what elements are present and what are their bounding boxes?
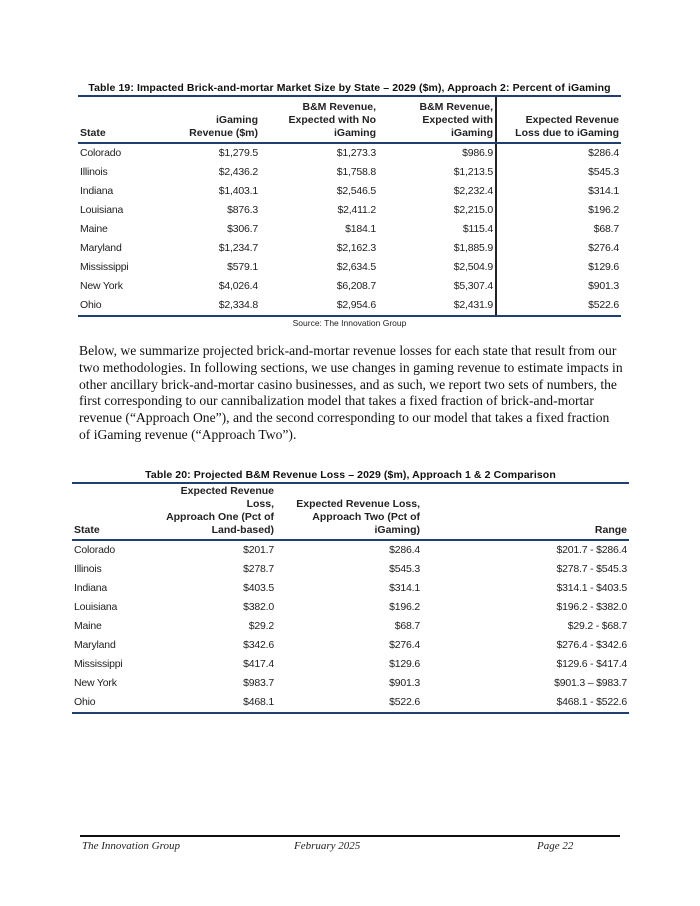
cell-state: Indiana [80, 185, 114, 197]
cell-approach-two: $276.4 [389, 639, 420, 651]
cell-range: $129.6 - $417.4 [556, 658, 627, 670]
header-approach-two: Expected Revenue Loss, Approach Two (Pct of iGaming) [276, 484, 422, 540]
cell-state: Louisiana [74, 601, 118, 613]
table-row [78, 220, 621, 239]
table-row [72, 655, 629, 674]
cell-state: Colorado [74, 544, 116, 556]
cell-loss: $68.7 [593, 223, 619, 235]
cell-loss: $196.2 [588, 204, 619, 216]
cell-loss: $286.4 [588, 147, 619, 159]
cell-bm-with-igaming: $986.9 [378, 143, 496, 163]
cell-loss: $901.3 [588, 280, 619, 292]
cell-bm-with-igaming: $1,213.5 [378, 163, 496, 182]
table-row [72, 674, 629, 693]
table-20-caption: Table 20: Projected B&M Revenue Loss – 2029 ($m), Approach 1 & 2 Comparison [145, 469, 556, 481]
cell-igaming: $1,403.1 [218, 185, 258, 197]
table-row [72, 636, 629, 655]
table-row [78, 143, 621, 163]
cell-state: Maryland [74, 639, 116, 651]
cell-approach-one: $342.6 [243, 639, 274, 651]
cell-igaming: $579.1 [227, 261, 258, 273]
cell-range: $278.7 - $545.3 [556, 563, 627, 575]
cell-bm-with-igaming: $5,307.4 [378, 277, 496, 296]
table-row [72, 598, 629, 617]
cell-approach-one: $278.7 [243, 563, 274, 575]
cell-state: Maryland [80, 242, 122, 254]
cell-loss: $545.3 [588, 166, 619, 178]
footer-date: February 2025 [294, 840, 361, 852]
header-igaming-revenue: iGaming Revenue ($m) [156, 97, 260, 143]
table-row [78, 277, 621, 296]
cell-approach-two: $901.3 [389, 677, 420, 689]
cell-bm-no-igaming: $2,634.5 [336, 261, 376, 273]
cell-bm-no-igaming: $1,758.8 [336, 166, 376, 178]
cell-loss: $314.1 [588, 185, 619, 197]
cell-approach-one: $403.5 [243, 582, 274, 594]
header-approach-one: Expected Revenue Loss, Approach One (Pct of Land-based) [154, 484, 276, 540]
table-row [72, 540, 629, 560]
cell-state: New York [80, 280, 123, 292]
cell-range: $901.3 – $983.7 [554, 677, 627, 689]
cell-approach-two: $68.7 [394, 620, 420, 632]
table-19-caption: Table 19: Impacted Brick-and-mortar Market Size by State – 2029 ($m), Approach 2: Percent of iGaming [88, 82, 611, 94]
cell-approach-one: $201.7 [243, 544, 274, 556]
table-row [72, 617, 629, 636]
header-expected-loss: Expected Revenue Loss due to iGaming [496, 97, 621, 143]
cell-igaming: $876.3 [227, 204, 258, 216]
cell-range: $201.7 - $286.4 [556, 544, 627, 556]
cell-state: Maine [74, 620, 102, 632]
table-19-source: Source: The Innovation Group [292, 318, 407, 328]
cell-approach-two: $314.1 [389, 582, 420, 594]
footer-page-number: Page 22 [537, 840, 574, 852]
table-19 [78, 82, 621, 328]
cell-bm-no-igaming: $2,411.2 [337, 204, 376, 216]
cell-approach-one: $417.4 [243, 658, 274, 670]
cell-approach-one: $382.0 [243, 601, 274, 613]
cell-state: Illinois [80, 166, 108, 178]
cell-approach-two: $129.6 [389, 658, 420, 670]
cell-state: Ohio [78, 296, 156, 316]
cell-state: Maine [80, 223, 108, 235]
cell-approach-one: $468.1 [154, 693, 276, 713]
table-row [72, 693, 629, 713]
table-row [78, 182, 621, 201]
cell-bm-with-igaming: $2,215.0 [378, 201, 496, 220]
cell-loss: $276.4 [588, 242, 619, 254]
cell-state: Mississippi [80, 261, 129, 273]
table-20-grid [72, 484, 629, 714]
cell-state: New York [74, 677, 117, 689]
cell-state: Colorado [80, 147, 122, 159]
cell-state: Illinois [74, 563, 102, 575]
cell-range: $468.1 - $522.6 [422, 693, 629, 713]
header-range: Range [422, 484, 629, 540]
cell-state: Indiana [74, 582, 108, 594]
cell-range: $276.4 - $342.6 [556, 639, 627, 651]
cell-igaming: $1,234.7 [218, 242, 258, 254]
table-row [78, 239, 621, 258]
cell-loss: $522.6 [496, 296, 621, 316]
cell-bm-with-igaming: $115.4 [378, 220, 496, 239]
cell-state: Louisiana [80, 204, 124, 216]
footer-company: The Innovation Group [82, 840, 180, 852]
cell-bm-with-igaming: $1,885.9 [378, 239, 496, 258]
cell-igaming: $1,279.5 [218, 147, 258, 159]
table-row [78, 258, 621, 277]
table-row [78, 296, 621, 316]
cell-range: $29.2 - $68.7 [567, 620, 627, 632]
cell-igaming: $4,026.4 [218, 280, 258, 292]
cell-bm-with-igaming: $2,504.9 [378, 258, 496, 277]
cell-bm-with-igaming: $2,431.9 [378, 296, 496, 316]
cell-approach-one: $29.2 [248, 620, 274, 632]
cell-bm-no-igaming: $184.1 [345, 223, 376, 235]
cell-state: Mississippi [74, 658, 123, 670]
table-row [72, 560, 629, 579]
cell-range: $314.1 - $403.5 [556, 582, 627, 594]
cell-bm-no-igaming: $2,162.3 [336, 242, 376, 254]
cell-igaming: $306.7 [227, 223, 258, 235]
table-19-grid [78, 97, 621, 317]
cell-range: $196.2 - $382.0 [556, 601, 627, 613]
cell-approach-two: $196.2 [389, 601, 420, 613]
cell-bm-with-igaming: $2,232.4 [378, 182, 496, 201]
cell-bm-no-igaming: $2,954.6 [260, 296, 378, 316]
table-row [78, 163, 621, 182]
header-bm-no-igaming: B&M Revenue, Expected with No iGaming [260, 97, 378, 143]
table-20 [72, 469, 629, 714]
cell-bm-no-igaming: $1,273.3 [336, 147, 376, 159]
cell-approach-two: $545.3 [389, 563, 420, 575]
cell-loss: $129.6 [588, 261, 619, 273]
table-19-header-row [78, 97, 621, 143]
cell-bm-no-igaming: $6,208.7 [336, 280, 376, 292]
header-state: State [78, 97, 156, 143]
header-bm-with-igaming: B&M Revenue, Expected with iGaming [378, 97, 496, 143]
cell-igaming: $2,436.2 [218, 166, 258, 178]
header-state: State [72, 484, 154, 540]
cell-state: Ohio [72, 693, 154, 713]
cell-igaming: $2,334.8 [156, 296, 260, 316]
cell-approach-two: $286.4 [389, 544, 420, 556]
footer-rule [80, 835, 620, 837]
cell-approach-one: $983.7 [243, 677, 274, 689]
table-row [72, 579, 629, 598]
cell-approach-two: $522.6 [276, 693, 422, 713]
cell-bm-no-igaming: $2,546.5 [336, 185, 376, 197]
body-paragraph: Below, we summarize projected brick-and-mortar revenue losses for each state that result from our two methodologies. In following sections, we use changes in gaming revenue to estimate impacts in other ancillary brick-and-mortar casino businesses, and as such, we report two sets of numbers, the first corresponding to our cannibalization model that takes a fixed fraction of brick-and-mortar revenue (“Approach One”), and the second corresponding to our model that takes a fixed fraction of iGaming revenue (“Approach Two”). [79, 343, 623, 442]
table-row [78, 201, 621, 220]
table-20-header-row [72, 484, 629, 540]
